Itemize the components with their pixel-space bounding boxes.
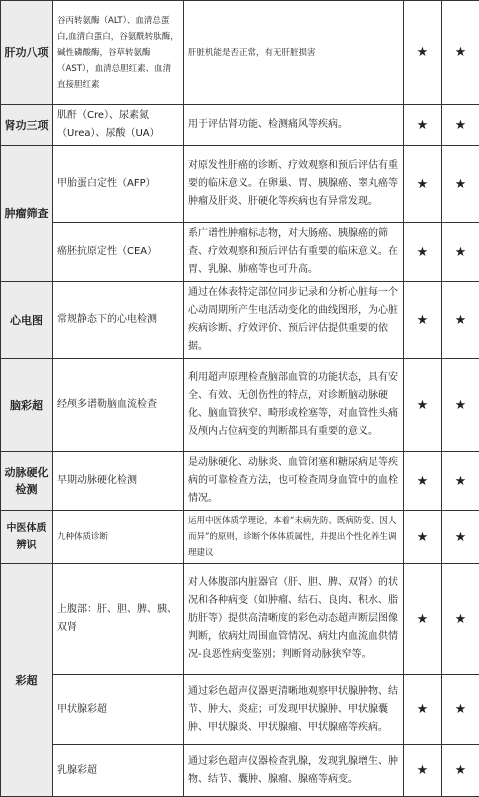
description-cell: 对原发性肝癌的诊断、疗效观察和预后评估有重要的临床意义。在卵巢、胃、胰腺癌、睾丸癌等肿瘤及肝炎、肝硬化等疾病也有异常发现。 (184, 146, 404, 223)
star-icon: ★ (442, 1, 479, 105)
description-cell: 运用中医体质学理论，本着“未病先防、既病防变、因人而异”的原则，诊断个体体质属性，并提出个性化养生调理建议 (184, 511, 404, 564)
description-cell: 通过在体表特定部位同步记录和分析心脏每一个心动周期所产生电活动变化的曲线图形，为心脏疾病诊断、疗效评价、预后评估提供重要的依据。 (184, 282, 404, 359)
item-cell: 早期动脉硬化检测 (53, 452, 184, 511)
category-cell: 动脉硬化检测 (1, 452, 53, 511)
category-cell: 彩超 (1, 564, 53, 797)
table-row (1, 359, 479, 452)
item-cell: 上腹部：肝、胆、脾、胰、双肾 (53, 564, 184, 675)
category-cell: 肿瘤筛查 (1, 146, 53, 282)
description-cell: 对人体腹部内脏器官（肝、胆、脾、双肾）的状况和各种病变（如肿瘤、结石、良肉、积水、脂肪肝等）提供高清晰度的彩色动态超声断层图像判断，依病灶周围血管情况、病灶内血流血供情况-良恶性病变鉴别；判断肾动脉狭窄等。 (184, 564, 404, 675)
star-icon: ★ (442, 105, 479, 146)
description-cell: 通过彩色超声仪器检查乳腺，发现乳腺增生、肿物、结节、囊肿、腺瘤、腺癌等病变。 (184, 745, 404, 797)
category-cell: 脑彩超 (1, 359, 53, 452)
item-cell: 乳腺彩超 (53, 745, 184, 797)
table-row (1, 675, 479, 745)
star-icon: ★ (442, 564, 479, 675)
star-icon: ★ (442, 511, 479, 564)
star-icon: ★ (442, 146, 479, 223)
star-icon: ★ (404, 511, 442, 564)
table-row (1, 223, 479, 282)
table-row (1, 452, 479, 511)
star-icon: ★ (442, 745, 479, 797)
item-cell: 谷丙转氨酶（ALT）、血清总蛋白,血清白蛋白，谷氨酰转肽酶，碱性磷酸酶，谷草转氨酶（AST），血清总胆红素、血清直接胆红素 (53, 1, 184, 105)
item-cell: 癌胚抗原定性（CEA） (53, 223, 184, 282)
table-row (1, 146, 479, 223)
description-cell: 利用超声原理检查脑部血管的功能状态，具有安全、有效、无创伤性的特点，对诊断脑动脉硬化、脑血管狭窄、畸形或栓塞等，对血管性头痛及颅内占位病变的判断都具有重要的意义。 (184, 359, 404, 452)
description-cell: 系广谱性肿瘤标志物，对大肠癌、胰腺癌的筛查、疗效观察和预后评估有重要的临床意义。在胃、乳腺、肺癌等也可升高。 (184, 223, 404, 282)
table-row (1, 564, 479, 675)
star-icon: ★ (404, 1, 442, 105)
table-row (1, 282, 479, 359)
description-cell: 是动脉硬化、动脉炎、血管闭塞和糖尿病足等疾病的可靠检查方法，也可检查周身血管中的血栓情况。 (184, 452, 404, 511)
description-cell: 肝脏机能是否正常，有无肝脏损害 (184, 1, 404, 105)
table-row (1, 1, 479, 105)
category-cell: 中医体质辨识 (1, 511, 53, 564)
star-icon: ★ (404, 564, 442, 675)
category-cell: 肝功八项 (1, 1, 53, 105)
star-icon: ★ (404, 359, 442, 452)
description-cell: 用于评估肾功能、检测痛风等疾病。 (184, 105, 404, 146)
category-cell: 心电图 (1, 282, 53, 359)
star-icon: ★ (442, 452, 479, 511)
item-cell: 常规静态下的心电检测 (53, 282, 184, 359)
item-cell: 九种体质诊断 (53, 511, 184, 564)
description-cell: 通过彩色超声仪器更清晰地观察甲状腺肿物、结节、肿大、炎症；可发现甲状腺肿、甲状腺囊肿、甲状腺炎、甲状腺瘤、甲状腺癌等疾病。 (184, 675, 404, 745)
star-icon: ★ (404, 675, 442, 745)
item-cell: 甲胎蛋白定性（AFP） (53, 146, 184, 223)
star-icon: ★ (404, 146, 442, 223)
category-cell: 肾功三项 (1, 105, 53, 146)
item-cell: 肌酐（Cre）、尿素氮（Urea）、尿酸（UA） (53, 105, 184, 146)
star-icon: ★ (442, 359, 479, 452)
star-icon: ★ (442, 223, 479, 282)
table-row (1, 511, 479, 564)
star-icon: ★ (442, 282, 479, 359)
star-icon: ★ (404, 105, 442, 146)
star-icon: ★ (442, 675, 479, 745)
item-cell: 甲状腺彩超 (53, 675, 184, 745)
star-icon: ★ (404, 452, 442, 511)
item-cell: 经颅多谱勒脑血流检查 (53, 359, 184, 452)
star-icon: ★ (404, 745, 442, 797)
star-icon: ★ (404, 223, 442, 282)
table-row (1, 105, 479, 146)
star-icon: ★ (404, 282, 442, 359)
